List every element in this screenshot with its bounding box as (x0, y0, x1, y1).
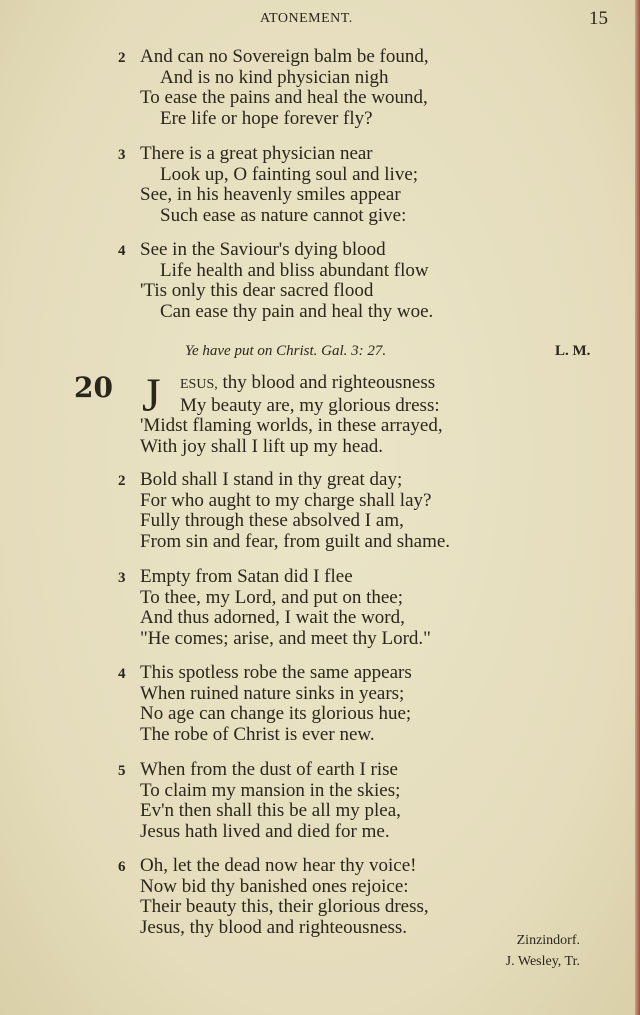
verse-line: The robe of Christ is ever new. (140, 723, 375, 745)
line-text: thy blood and righteousness (217, 372, 436, 393)
verse-line: Ev'n then shall this be all my plea, (140, 800, 401, 821)
stanza-number: 6 (118, 859, 126, 875)
verse-line: To ease the pains and heal the wound, (140, 87, 428, 108)
verse-line: To thee, my Lord, and put on thee; (140, 586, 404, 608)
page-header (0, 8, 640, 30)
verse-line: Life health and bliss abundant flow (160, 259, 429, 281)
stanza (118, 856, 429, 938)
verse-line: This spotless robe the same appears (140, 662, 412, 683)
verse-line: Jesus hath lived and died for me. (140, 820, 390, 842)
running-title: ATONEMENT. (260, 11, 353, 26)
stanza (118, 240, 433, 322)
verse-line: Fully through these absolved I am, (140, 510, 404, 531)
hymn-subtitle: Ye have put on Christ. Gal. 3: 27. (185, 343, 387, 359)
stanza-number: 5 (118, 763, 126, 779)
stanza-number: 3 (118, 570, 126, 586)
hymn-meter: L. M. (555, 343, 591, 359)
verse-line: Bold shall I stand in thy great day; (140, 469, 403, 490)
stanza (118, 144, 418, 226)
stanza-number: 3 (118, 147, 126, 163)
verse-line: 'Tis only this dear sacred flood (140, 280, 374, 301)
verse-line: Empty from Satan did I flee (140, 566, 353, 587)
verse-line: Oh, let the dead now hear thy voice! (140, 855, 417, 876)
hymn-number: 20 (74, 371, 113, 404)
translator: J. Wesley, Tr. (505, 954, 580, 969)
verse-line: See, in his heavenly smiles appear (140, 184, 401, 205)
verse-line: And is no kind physician nigh (160, 66, 389, 88)
book-edge (635, 0, 640, 1015)
verse-line: "He comes; arise, and meet thy Lord." (140, 627, 431, 649)
verse-line (140, 373, 443, 396)
stanza (118, 760, 401, 842)
first-stanza (140, 369, 443, 457)
verse-line: Can ease thy pain and heal thy woe. (160, 300, 434, 322)
verse-line: Such ease as nature cannot give: (160, 204, 407, 226)
verse-line: When from the dust of earth I rise (140, 759, 398, 780)
stanza (118, 663, 412, 745)
verse-line: Look up, O fainting soul and live; (160, 163, 419, 185)
stanza (118, 567, 431, 649)
verse-line: 'Midst flaming worlds, in these arrayed, (140, 415, 443, 436)
verse-line: And can no Sovereign balm be found, (140, 46, 429, 67)
verse-line: When ruined nature sinks in years; (140, 682, 405, 704)
page-number: 15 (589, 8, 608, 29)
stanza-number: 4 (118, 666, 126, 682)
stanza (118, 47, 429, 129)
verse-line: No age can change its glorious hue; (140, 703, 412, 724)
stanza (118, 470, 450, 552)
first-word: ESUS, (180, 377, 218, 392)
stanza-number: 4 (118, 243, 126, 259)
verse-line: Now bid thy banished ones rejoice: (140, 875, 409, 897)
drop-cap: J (142, 369, 161, 422)
verse-line: Their beauty this, their glorious dress, (140, 896, 429, 917)
verse-line: To claim my mansion in the skies; (140, 779, 401, 801)
verse-line: For who aught to my charge shall lay? (140, 489, 432, 511)
verse-line: Jesus, thy blood and righteousness. (140, 916, 408, 938)
verse-line: There is a great physician near (140, 143, 373, 164)
verse-line: From sin and fear, from guilt and shame. (140, 530, 451, 552)
author: Zinzindorf. (516, 933, 580, 948)
verse-line: See in the Saviour's dying blood (140, 239, 386, 260)
verse-line: With joy shall I lift up my head. (140, 435, 384, 457)
stanza-number: 2 (118, 473, 126, 489)
verse-line: My beauty are, my glorious dress: (180, 394, 440, 416)
verse-line: Ere life or hope forever fly? (160, 107, 373, 129)
stanza-number: 2 (118, 50, 126, 66)
verse-line: And thus adorned, I wait the word, (140, 607, 405, 628)
